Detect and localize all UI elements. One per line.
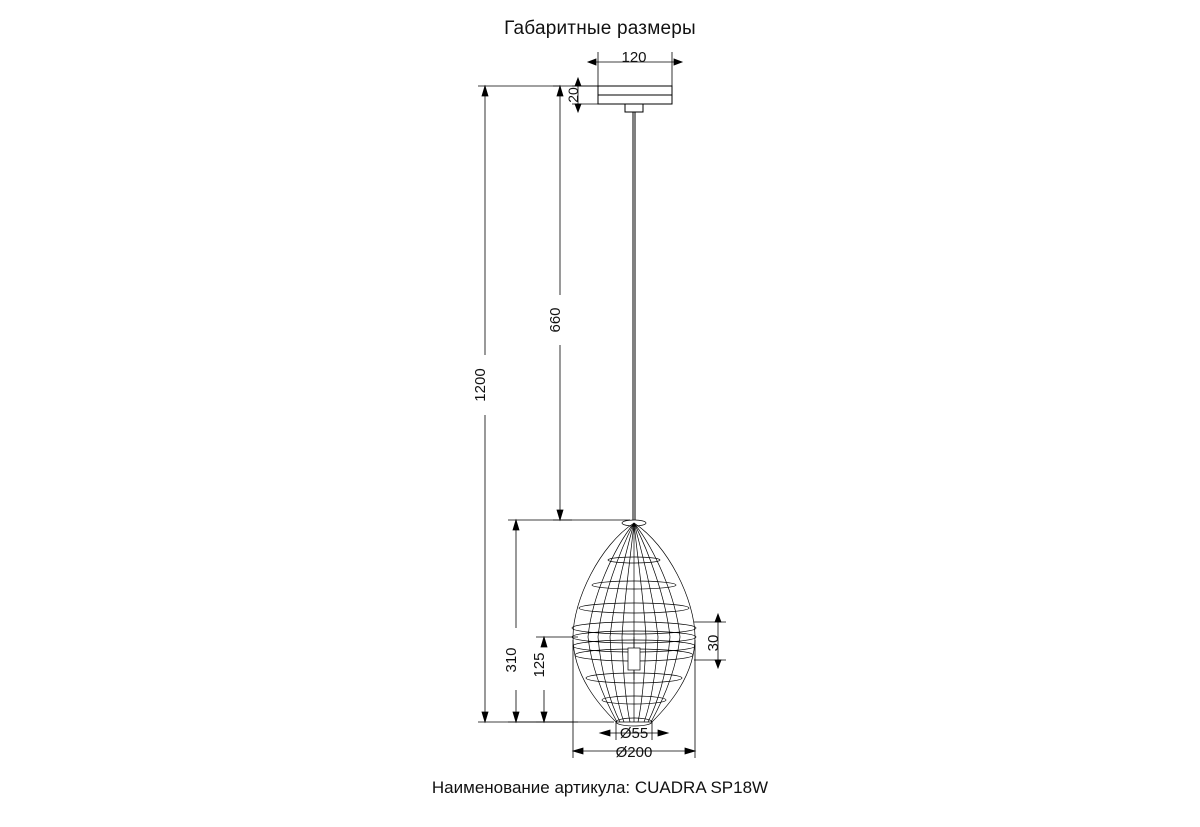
dim-label-d55: Ø55: [619, 725, 649, 742]
page-title: Габаритные размеры: [504, 18, 696, 39]
dim-label-125: 125: [531, 652, 548, 678]
dim-label-20: 20: [565, 87, 581, 103]
article-caption: Наименование артикула: CUADRA SP18W: [431, 778, 769, 797]
dim-label-1200: 1200: [472, 368, 489, 402]
dim-label-120: 120: [621, 49, 647, 66]
dim-310: [508, 520, 572, 722]
dim-label-310: 310: [503, 647, 520, 673]
dim-125: [536, 637, 578, 722]
dim-1200: [478, 86, 614, 722]
dim-label-660: 660: [547, 307, 564, 333]
lamp-shade: [572, 520, 696, 726]
dim-label-d200: Ø200: [615, 744, 653, 761]
dim-label-30: 30: [705, 634, 722, 652]
canopy-group: [598, 86, 672, 112]
dim-660: [553, 86, 630, 520]
suspension-cord: [633, 112, 635, 520]
